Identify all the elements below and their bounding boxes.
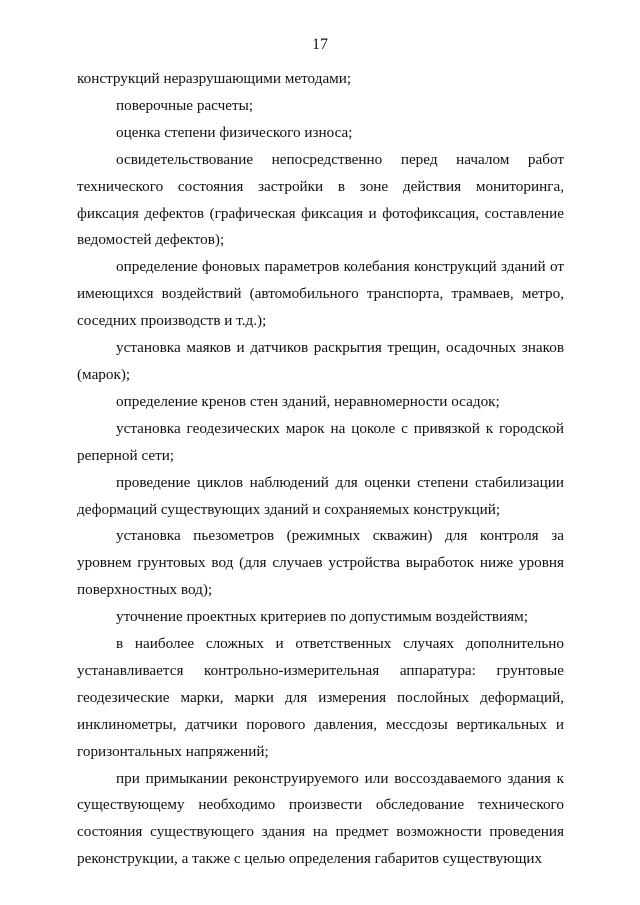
paragraph-4: освидетельствование непосредственно перед началом работ технического состояния застройки в зоне действия мониторинга, фиксация дефектов (графическая фиксация и фотофиксация, составление ведомостей дефектов);	[77, 150, 564, 249]
paragraph-11: уточнение проектных критериев по допустимым воздействиям;	[116, 608, 528, 626]
paragraph-12: в наиболее сложных и ответственных случаях дополнительно устанавливается контрольно-измерительная аппаратура: грунтовые геодезические марки, марки для измерения послойных деформаций, инклинометры, датчики порового давления, мессдозы вертикальных и горизонтальных напряжений;	[77, 635, 564, 760]
paragraph-13: при примыкании реконструируемого или воссоздаваемого здания к существующему необходимо произвести обследование технического состояния существующего здания на предмет возможности проведения реконструкции, а также с целью определения габаритов существующих	[77, 769, 564, 868]
page-number: 17	[312, 36, 328, 53]
paragraph-1: конструкций неразрушающими методами;	[77, 70, 352, 87]
paragraph-8: установка геодезических марок на цоколе с привязкой к городской реперной сети;	[77, 419, 564, 464]
paragraph-10: установка пьезометров (режимных скважин) для контроля за уровнем грунтовых вод (для случаев устройства выработок ниже уровня поверхностных вод);	[77, 527, 564, 599]
document-body	[77, 66, 564, 873]
paragraph-5: определение фоновых параметров колебания конструкций зданий от имеющихся воздействий (автомобильного транспорта, трамваев, метро, соседних производств и т.д.);	[77, 258, 564, 330]
paragraph-3: оценка степени физического износа;	[116, 123, 353, 141]
paragraph-9: проведение циклов наблюдений для оценки степени стабилизации деформаций существующих зданий и сохраняемых конструкций;	[77, 473, 564, 518]
paragraph-7: определение кренов стен зданий, неравномерности осадок;	[116, 392, 500, 410]
paragraph-6: установка маяков и датчиков раскрытия трещин, осадочных знаков (марок);	[77, 339, 564, 383]
paragraph-2: поверочные расчеты;	[116, 96, 254, 114]
